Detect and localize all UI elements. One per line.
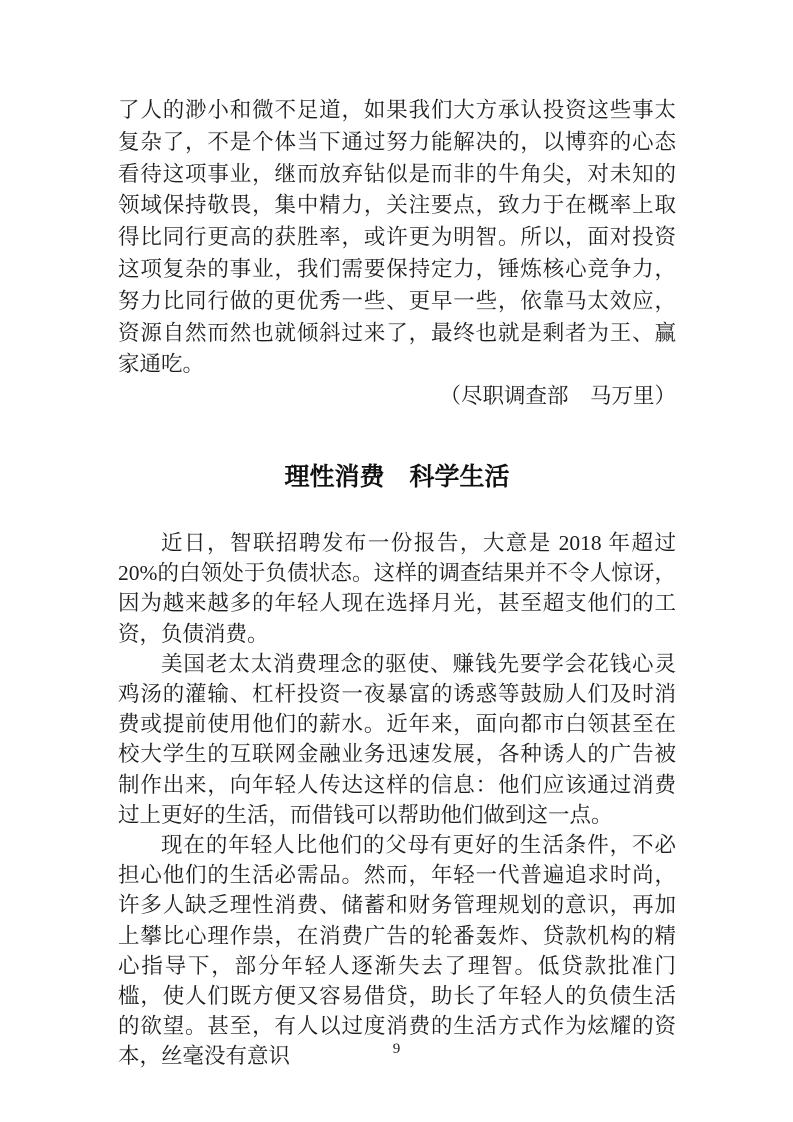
content-area xyxy=(118,95,676,1072)
article-paragraph-3: 现在的年轻人比他们的父母有更好的生活条件，不必担心他们的生活必需品。然而，年轻一代普遍追求时尚，许多人缺乏理性消费、储蓄和财务管理规划的意识，再加上攀比心理作祟，在消费广告的轮番轰炸、贷款机构的精心指导下，部分年轻人逐渐失去了理智。低贷款批准门槛，使人们既方便又容易借贷，助长了年轻人的负债生活的欲望。甚至，有人以过度消费的生活方式作为炫耀的资本，丝毫没有意识 xyxy=(118,833,676,1069)
article-title: 理性消费 科学生活 xyxy=(284,462,510,491)
article-paragraph-2: 美国老太太消费理念的驱使、赚钱先要学会花钱心灵鸡汤的灌输、杠杆投资一夜暴富的诱惑等鼓励人们及时消费或提前使用他们的薪水。近年来，面向都市白领甚至在校大学生的互联网金融业务迅速发展，各种诱人的广告被制作出来，向年轻人传达这样的信息：他们应该通过消费过上更好的生活，而借钱可以帮助他们做到这一点。 xyxy=(118,651,676,827)
page-number: 9 xyxy=(392,1041,401,1057)
attribution-line: （尽职调查部 马万里） xyxy=(439,384,676,409)
closing-paragraph: 了人的渺小和微不足道，如果我们大方承认投资这些事太复杂了，不是个体当下通过努力能解决的，以博弈的心态看待这项事业，继而放弃钻似是而非的牛角尖，对未知的领域保持敬畏，集中精力，关注要点，致力于在概率上取得比同行更高的获胜率，或许更为明智。所以，面对投资这项复杂的事业，我们需要保持定力，锤炼核心竞争力，努力比同行做的更优秀一些、更早一些，依靠马太效应，资源自然而然也就倾斜过来了，最终也就是剩者为王、赢家通吃。 xyxy=(118,98,676,377)
article-paragraph-1: 近日，智联招聘发布一份报告，大意是 2018 年超过 20%的白领处于负债状态。这样的调查结果并不令人惊讶，因为越来越多的年轻人现在选择月光，甚至超支他们的工资，负债消费。 xyxy=(118,530,676,646)
